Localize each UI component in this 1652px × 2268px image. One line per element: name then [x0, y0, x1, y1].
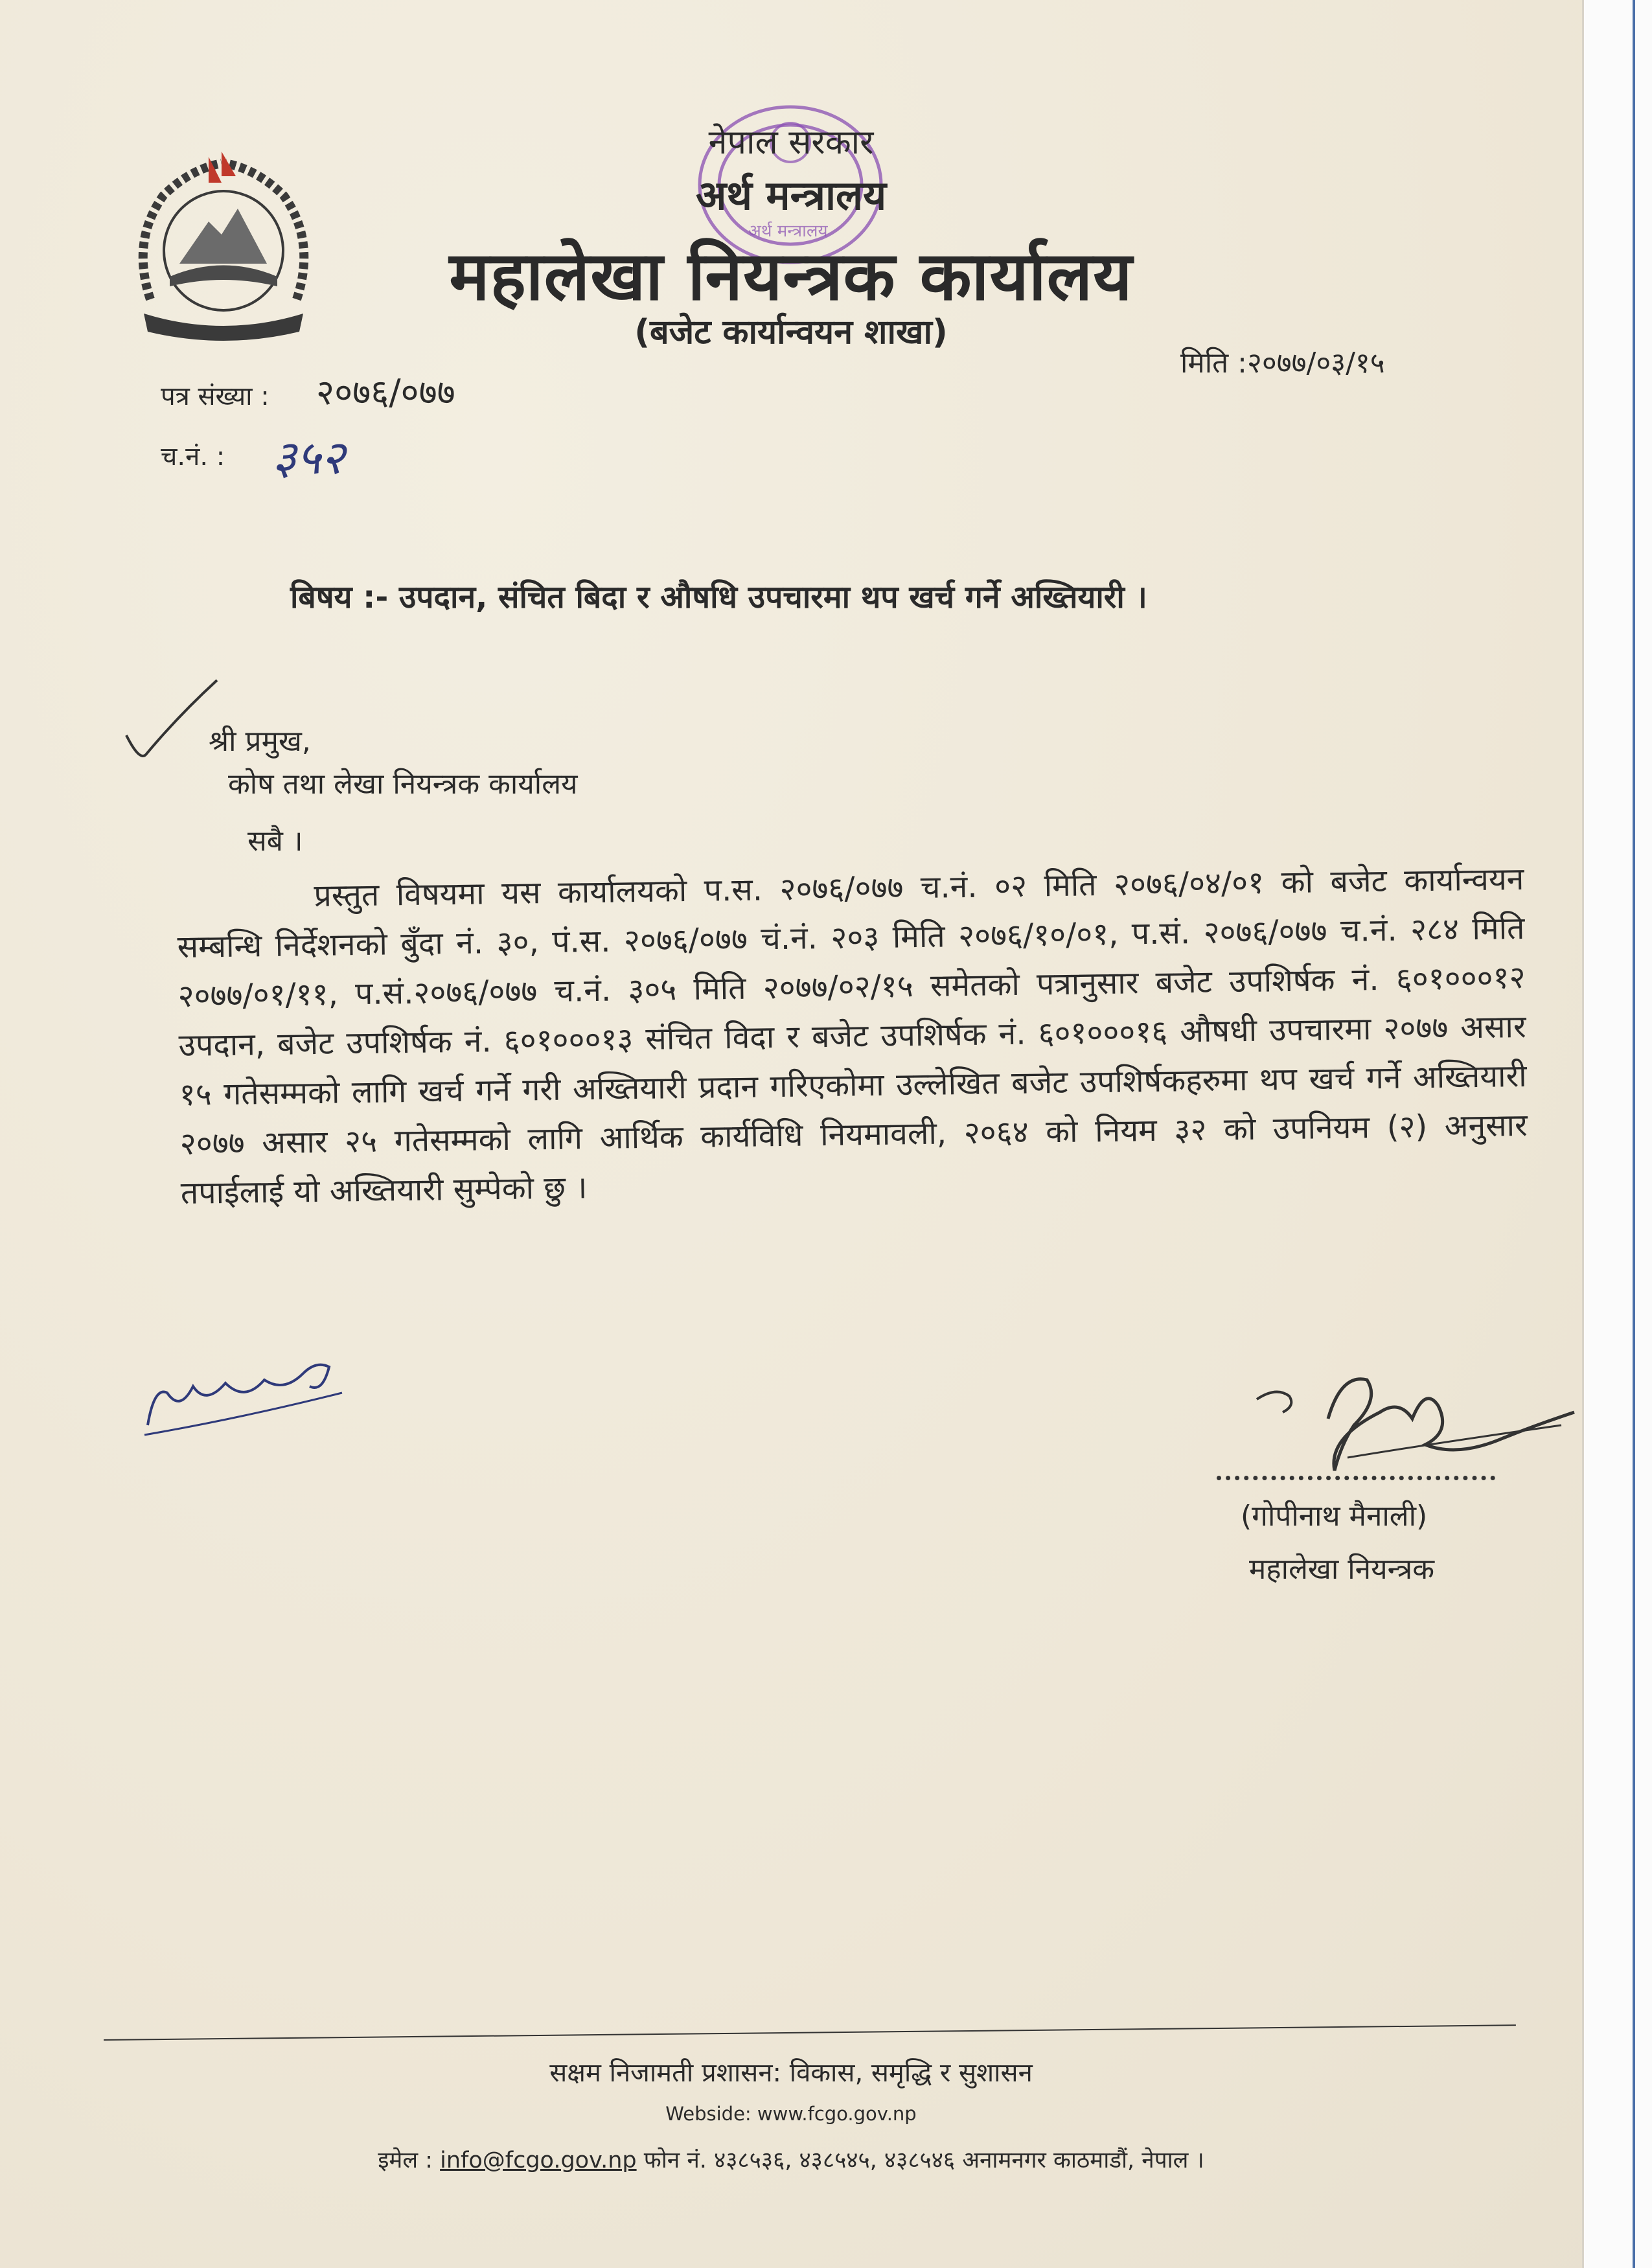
footer-website[interactable]: Webside: www.fcgo.gov.np: [665, 2103, 917, 2125]
office-name: महालेखा नियन्त्रक कार्यालय: [449, 236, 1133, 315]
body-paragraph: प्रस्तुत विषयमा यस कार्यालयको प.स. २०७६/०७७ च.नं. ०२ मिति २०७६/०४/०१ को बजेट कार्यान्वयन सम्बन्धि निर्देशनको बुँदा नं. ३०, पं.स. २०७६/०७७ चं.नं. २०३ मिति २०७६/१०/०१, प.सं. २०७६/०७७ च.नं. २८४ मिति २०७७/०१/११, प.सं.२०७६/०७७ च.नं. ३०५ मिति २०७७/०२/१५ समेतको पत्रानुसार बजेट उपशिर्षक नं. ६०१०००१२ उपदान, बजेट उपशिर्षक नं. ६०१०००१३ संचित विदा र बजेट उपशिर्षक नं. ६०१०००१६ औषधी उपचारमा २०७७ असार १५ गतेसम्मको लागि खर्च गर्ने गरी अख्तियारी प्रदान गरिएकोमा उल्लेखित बजेट उपशिर्षकहरुमा थप खर्च गर्ने अख्तियारी २०७७ असार २५ गतेसम्मको लागि आर्थिक कार्यविधि नियमावली, २०६४ को नियम ३२ को उपनियम (२) अनुसार तपाईलाई यो अख्तियारी सुम्पेको छु ।: [177, 860, 1528, 1211]
signature-line: [1217, 1476, 1495, 1480]
recipient-office: कोष तथा लेखा नियन्त्रक कार्यालय: [228, 768, 578, 801]
letter-body: [176, 854, 1528, 1218]
scan-edge: [1582, 0, 1652, 2268]
branch-name: (बजेट कार्यान्वयन शाखा): [634, 313, 948, 352]
handwritten-initials-icon: [135, 1347, 355, 1445]
check-mark-icon: [120, 677, 224, 781]
recipient-scope: सबै ।: [247, 825, 303, 858]
dispatch-number-value: ३५२: [272, 430, 345, 485]
phone-address: फोन नं. ४३८५३६, ४३८५४५, ४३८५४६ अनामनगर काठमाडौं, नेपाल ।: [643, 2148, 1204, 2173]
handwritten-signature-icon: [1231, 1360, 1581, 1483]
signatory-title: महालेखा नियन्त्रक: [1249, 1553, 1434, 1586]
footer-slogan: सक्षम निजामती प्रशासन: विकास, समृद्धि र सुशासन: [549, 2058, 1033, 2088]
signatory-name: (गोपीनाथ मैनाली): [1241, 1500, 1428, 1533]
scan-edge-line: [1633, 0, 1635, 2268]
letter-number-label: पत्र संख्या :: [161, 382, 270, 411]
footer-divider: [104, 2024, 1516, 2041]
email-link[interactable]: info@fcgo.gov.np: [440, 2148, 637, 2173]
letter-subject: बिषय :- उपदान, संचित बिदा र औषधि उपचारमा थप खर्च गर्ने अख्तियारी ।: [290, 579, 1147, 615]
recipient-title: श्री प्रमुख,: [209, 725, 311, 758]
ministry-name: अर्थ मन्त्रालय: [695, 172, 887, 219]
dispatch-number-label: च.नं. :: [161, 442, 225, 472]
government-name: नेपाल सरकार: [708, 123, 874, 162]
letter-number-value: २०७६/०७७: [316, 372, 455, 413]
footer-contact: [0, 2144, 1582, 2175]
letter-date: मिति :२०७७/०३/१५: [1180, 347, 1385, 380]
email-label: इमेल :: [378, 2148, 433, 2173]
stamp-text: अर्थ मन्त्रालय: [748, 222, 828, 241]
